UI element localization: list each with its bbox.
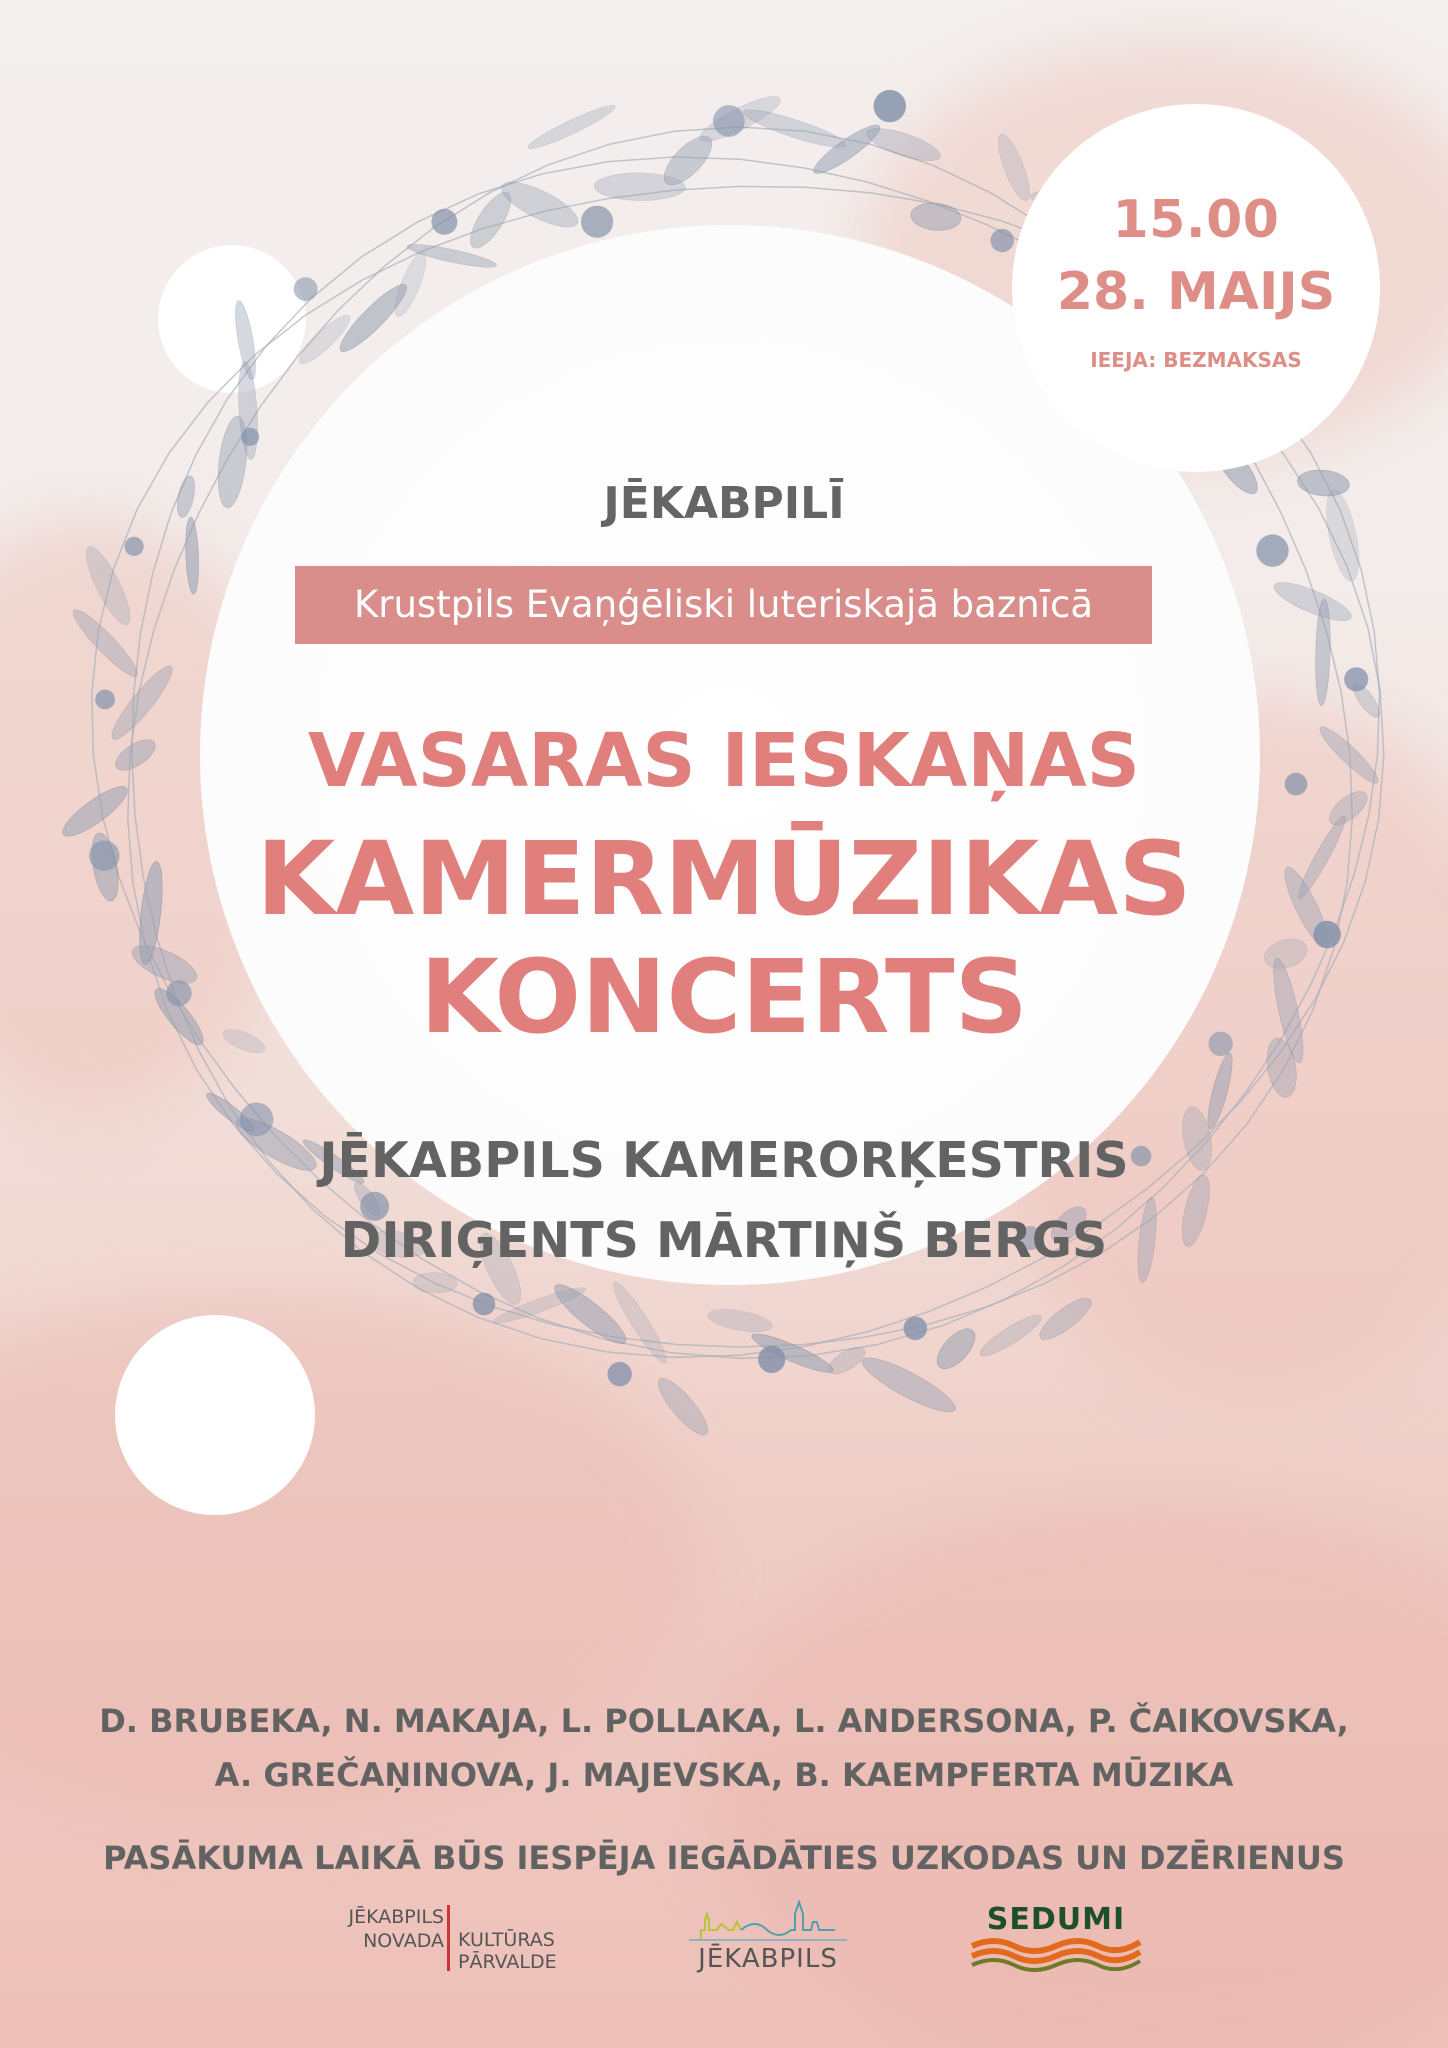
novads-logo-line-2: NOVADA — [363, 1930, 444, 1952]
sedumi-wave-icon — [970, 1902, 1142, 1972]
wreath-berry — [431, 209, 457, 235]
composers-line-1: D. BRUBEKA, N. MAKAJA, L. POLLAKA, L. ANDERSONA, P. ČAIKOVSKA, — [99, 1702, 1349, 1740]
wreath-berry — [608, 1362, 632, 1386]
wreath-berry — [581, 206, 613, 238]
kultura-logo-text — [458, 1929, 557, 1973]
kultura-logo-line-2: PĀRVALDE — [458, 1951, 557, 1973]
jekabpils-skyline-icon — [683, 1900, 853, 1944]
wreath-berry — [713, 105, 745, 137]
wreath-leaf — [1270, 575, 1355, 627]
novads-logo-line-1: JĒKABPILS — [348, 1906, 444, 1928]
wreath-berry — [904, 1317, 928, 1341]
wreath-leaf — [706, 1305, 774, 1335]
wreath-berry — [241, 428, 259, 446]
wreath-leaf — [389, 249, 431, 319]
wreath-berry — [758, 1346, 785, 1373]
refreshments-notice: PASĀKUMA LAIKĀ BŪS IESPĒJA IEGĀDĀTIES UZKODAS UN DZĒRIENUS — [103, 1839, 1345, 1877]
wreath-leaf — [864, 122, 944, 167]
venue-banner: Krustpils Evaņģēliski luteriskajā baznīcā — [295, 566, 1152, 644]
event-date: 28. MAIJS — [1056, 262, 1336, 322]
concert-title-line-2: KAMERMŪZIKAS — [256, 820, 1192, 939]
wreath-berry — [1256, 534, 1288, 566]
wreath-leaf — [652, 1372, 715, 1441]
jekabpils-logo-text: JĒKABPILS — [698, 1944, 838, 1974]
wreath-leaf — [68, 604, 144, 682]
event-time: 15.00 — [1112, 190, 1280, 250]
wreath-berry — [95, 690, 115, 710]
novads-culture-logo — [318, 1903, 578, 1973]
wreath-leaf — [809, 119, 885, 180]
wreath-berry — [125, 537, 144, 556]
wreath-leaf — [910, 201, 962, 232]
kultura-logo-line-1: KULTŪRAS — [458, 1929, 555, 1951]
wreath-leaf — [1203, 1051, 1237, 1130]
wreath-berry — [1344, 667, 1368, 691]
composers-line-2: A. GREČAŅINOVA, J. MAJEVSKA, B. KAEMPFERTA MŪZIKA — [214, 1756, 1234, 1794]
sedumi-logo — [970, 1902, 1142, 1972]
sedumi-logo-text: SEDUMI — [986, 1902, 1126, 1937]
wreath-leaf — [976, 1310, 1045, 1362]
wreath-berry — [473, 1293, 496, 1316]
wreath-berry — [294, 277, 318, 301]
performer-conductor: DIRIĢENTS MĀRTIŅŠ BERGS — [340, 1212, 1108, 1269]
jekabpils-city-logo — [683, 1900, 853, 1972]
wreath-leaf — [607, 1278, 672, 1367]
entry-info: IEEJA: BEZMAKSAS — [1090, 348, 1302, 372]
wreath-leaf — [931, 1322, 982, 1375]
wreath-leaf — [232, 300, 260, 381]
performer-orchestra: JĒKABPILS KAMERORĶESTRIS — [319, 1132, 1129, 1189]
wreath-berry — [874, 90, 906, 122]
logo-divider — [447, 1905, 450, 1971]
event-city: JĒKABPILĪ — [603, 478, 845, 529]
concert-title-line-1: VASARAS IESKAŅAS — [308, 718, 1140, 804]
concert-title-line-3: KONCERTS — [419, 938, 1029, 1057]
wreath-leaf — [1034, 1292, 1096, 1346]
novads-logo-text — [349, 1905, 444, 1953]
wreath-berry — [991, 229, 1014, 252]
